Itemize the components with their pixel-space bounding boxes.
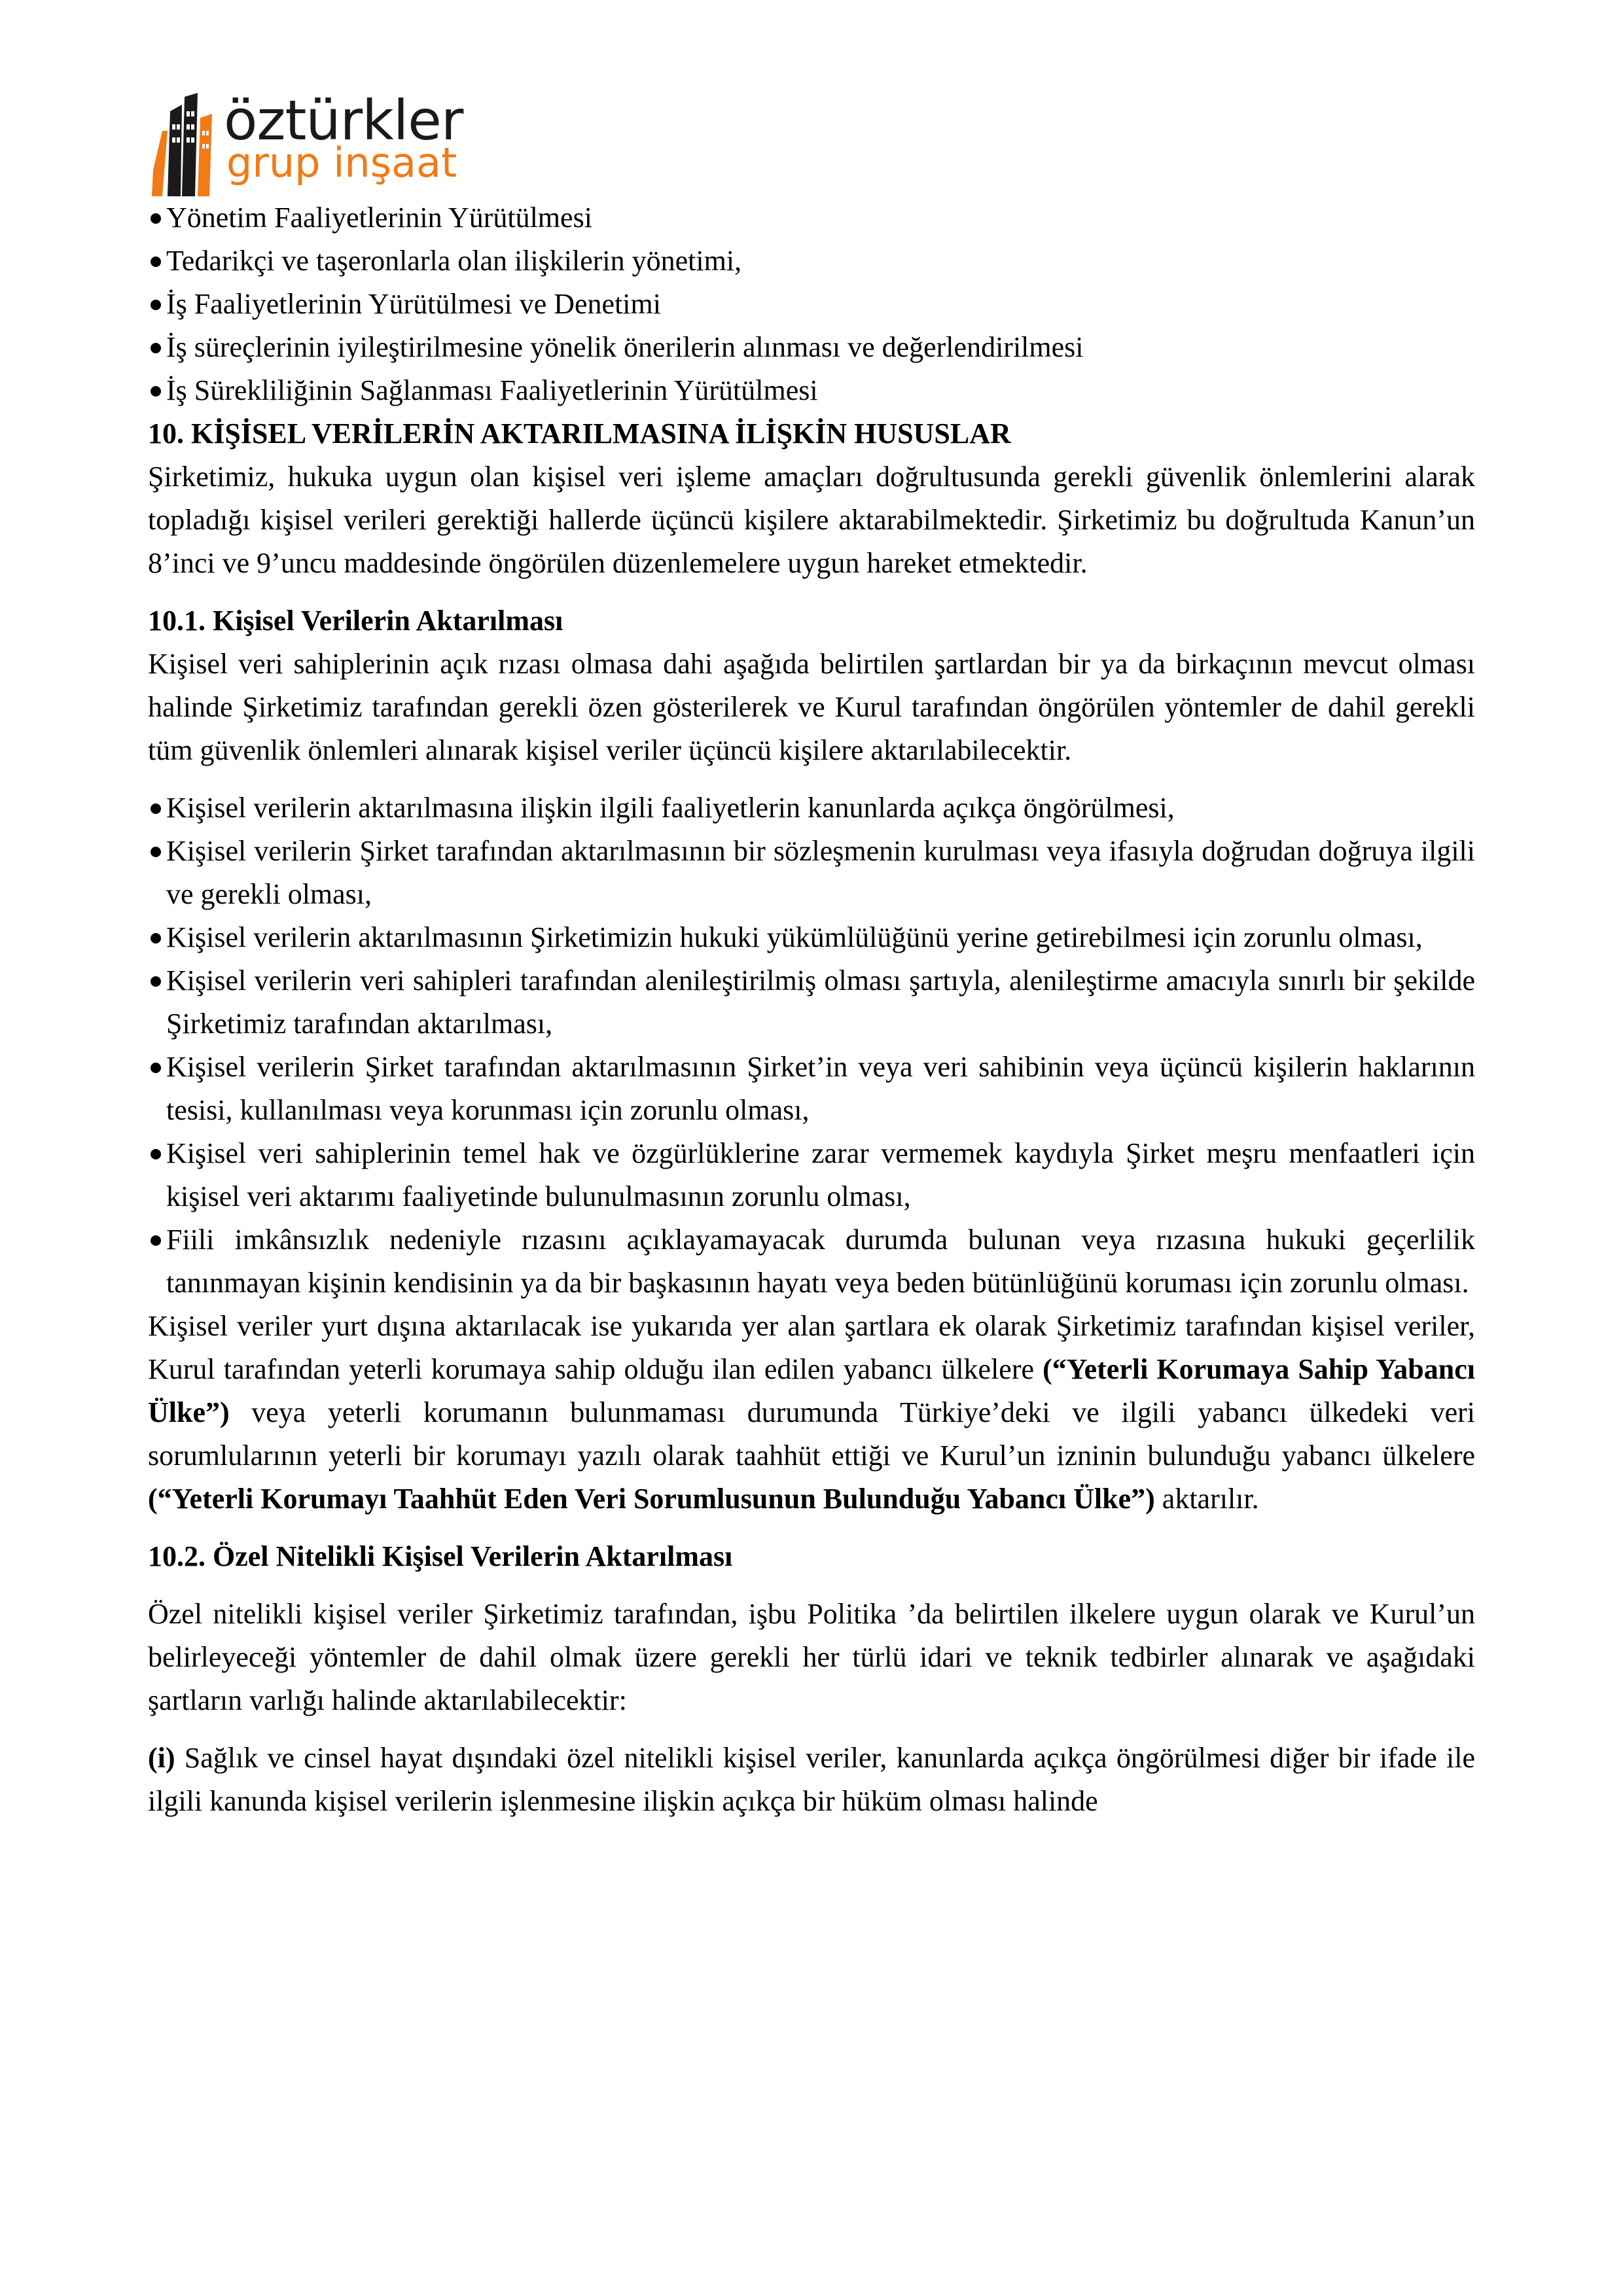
document-body [148,196,1475,1823]
bullet-icon [151,300,161,310]
bullet-icon [151,1235,161,1246]
top-bullet-list [148,196,1475,412]
list-item: İş süreçlerinin iyileştirilmesine yönelik önerilerin alınması ve değerlendirilmesi [148,326,1475,369]
abroad-transfer-paragraph: Kişisel veriler yurt dışına aktarılacak ise yukarıda yer alan şartlara ek olarak Şirketimiz tarafından kişisel veriler, Kurul tarafından yeterli korumaya sahip olduğu ilan edilen yabancı ülkelere (“Yeterli Korumaya Sahip Yabancı Ülke”) veya yeterli korumanın bulunmaması durumunda Türkiye’deki ve ilgili yabancı ülkedeki veri sorumlularının yeterli bir korumayı yazılı olarak taahhüt ettiği ve Kurul’un izninin bulunduğu yabancı ülkelere (“Yeterli Korumayı Taahhüt Eden Veri Sorumlusunun Bulunduğu Yabancı Ülke”) aktarılır. [148,1310,1475,1515]
list-item: Fiili imkânsızlık nedeniyle rızasını açıklayamayacak durumda bulunan veya rızasına hukuki geçerlilik tanınmayan kişinin kendisinin ya da bir başkasının hayatı veya beden bütünlüğünü koruması için zorunlu olması. [148,1218,1475,1305]
bullet-icon [151,804,161,814]
section-10-1-paragraph: Kişisel veri sahiplerinin açık rızası olmasa dahi aşağıda belirtilen şartlardan bir ya da birkaçının mevcut olması halinde Şirketimiz tarafından gerekli özen gösterilerek ve Kurul tarafından öngörülen yöntemler de dahil gerekli tüm güvenlik önlemleri alınarak kişisel veriler üçüncü kişilere aktarılabilecektir. [148,648,1475,766]
transfer-conditions-list [148,786,1475,1305]
list-item: İş Faaliyetlerinin Yürütülmesi ve Denetimi [148,283,1475,326]
section-10-1-heading: 10.1. Kişisel Verilerin Aktarılması [148,605,563,637]
list-item: Kişisel veri sahiplerinin temel hak ve özgürlüklerine zarar vermemek kaydıyla Şirket meşru menfaatleri için kişisel veri aktarımı faaliyetinde bulunulmasının zorunlu olması, [148,1132,1475,1218]
list-item: Tedarikçi ve taşeronlarla olan ilişkilerin yönetimi, [148,239,1475,283]
list-item: Kişisel verilerin veri sahipleri tarafından alenileştirilmiş olması şartıyla, alenileştirme amacıyla sınırlı bir şekilde Şirketimiz tarafından aktarılması, [148,959,1475,1046]
bullet-icon [151,256,161,267]
list-item: Yönetim Faaliyetlerinin Yürütülmesi [148,196,1475,239]
bullet-icon [151,976,161,987]
list-item: Kişisel verilerin aktarılmasına ilişkin ilgili faaliyetlerin kanunlarda açıkça öngörülmesi, [148,786,1475,830]
list-item: İş Sürekliliğinin Sağlanması Faaliyetlerinin Yürütülmesi [148,369,1475,412]
logo-wordmark-bottom: grup inşaat [226,139,457,186]
bullet-icon [151,847,161,857]
bullet-icon [151,1063,161,1073]
list-item: Kişisel verilerin Şirket tarafından aktarılmasının bir sözleşmenin kurulması veya ifasıyla doğrudan doğruya ilgili ve gerekli olması, [148,830,1475,916]
building-icon [148,92,226,203]
list-item: Kişisel verilerin aktarılmasının Şirketimizin hukuki yükümlülüğünü yerine getirebilmesi için zorunlu olması, [148,916,1475,959]
bullet-icon [151,213,161,224]
bullet-icon [151,386,161,397]
section-10-2-heading: 10.2. Özel Nitelikli Kişisel Verilerin Aktarılması [148,1540,733,1572]
company-logo [148,88,527,203]
logo-wordmark-top: öztürkler [224,88,463,152]
bullet-icon [151,1149,161,1159]
section-10-paragraph: Şirketimiz, hukuka uygun olan kişisel veri işleme amaçları doğrultusunda gerekli güvenlik önlemlerini alarak topladığı kişisel verileri gerektiği hallerde üçüncü kişilere aktarabilmektedir. Şirketimiz bu doğrultuda Kanun’un 8’inci ve 9’uncu maddesinde öngörülen düzenlemelere uygun hareket etmektedir. [148,461,1475,579]
list-item: Kişisel verilerin Şirket tarafından aktarılmasının Şirket’in veya veri sahibinin veya üçüncü kişilerin haklarının tesisi, kullanılması veya korunması için zorunlu olması, [148,1046,1475,1132]
section-10-2-paragraph: Özel nitelikli kişisel veriler Şirketimiz tarafından, işbu Politika ’da belirtilen ilkelere uygun olarak ve Kurul’un belirleyeceği yöntemler de dahil olmak üzere gerekli her türlü idari ve teknik tedbirler alınarak ve aşağıdaki şartların varlığı halinde aktarılabilecektir: [148,1598,1475,1716]
bullet-icon [151,343,161,353]
section-10-2-item-i: (i) Sağlık ve cinsel hayat dışındaki özel nitelikli kişisel veriler, kanunlarda açıkça öngörülmesi diğer bir ifade ile ilgili kanunda kişisel verilerin işlenmesine ilişkin açıkça bir hüküm olması halinde [148,1742,1475,1817]
section-10-heading: 10. KİŞİSEL VERİLERİN AKTARILMASINA İLİŞKİN HUSUSLAR [148,417,1011,450]
bullet-icon [151,933,161,944]
